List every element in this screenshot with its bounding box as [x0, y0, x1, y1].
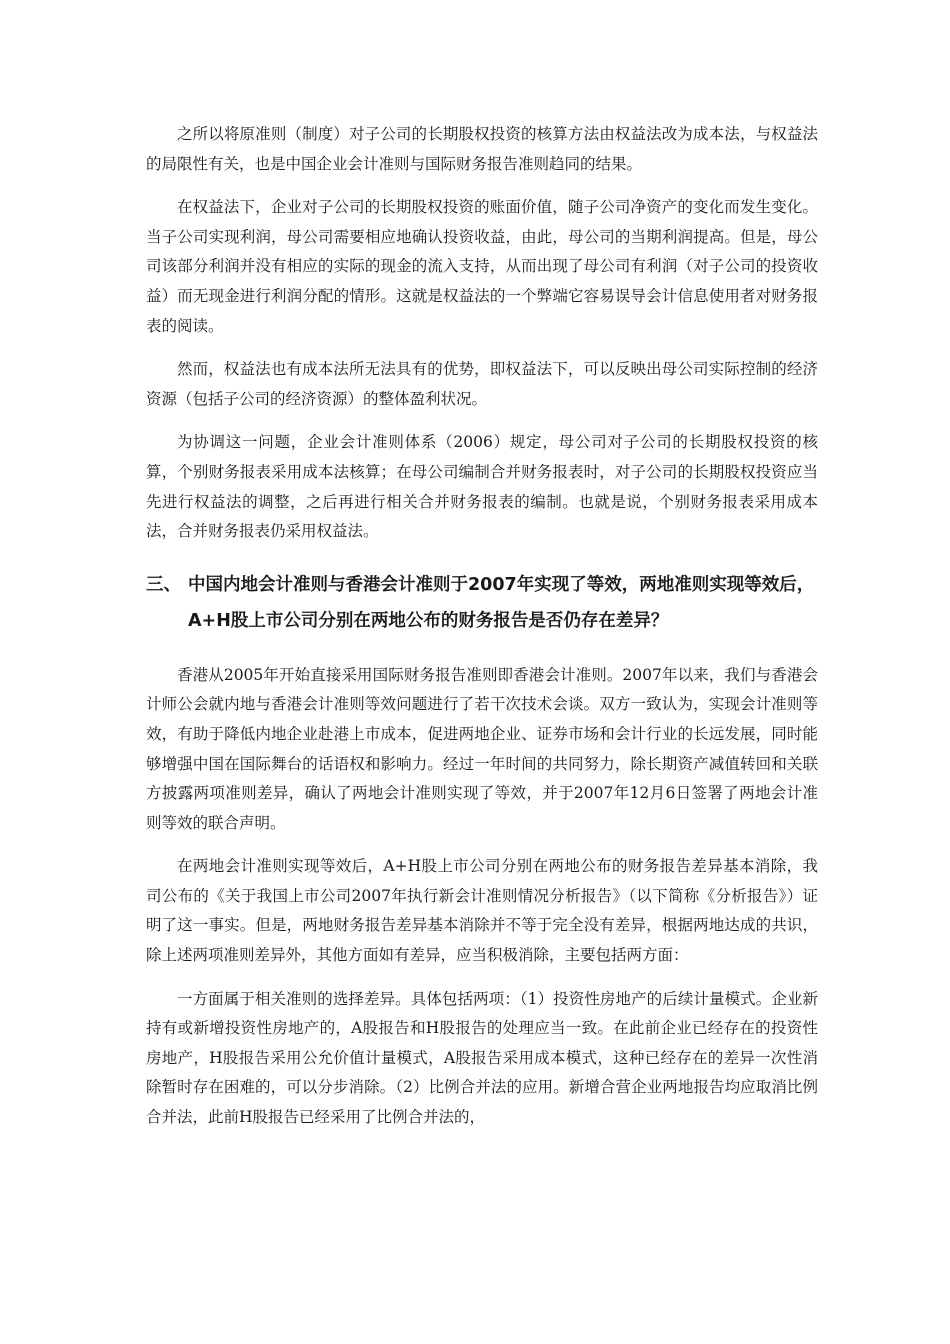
paragraph: 在权益法下，企业对子公司的长期股权投资的账面价值，随子公司净资产的变化而发生变化。当子公司实现利润，母公司需要相应地确认投资收益，由此，母公司的当期利润提高。但是，母公司该部分利润并没有相应的实际的现金的流入支持，从而出现了母公司有利润（对子公司的投资收益）而无现金进行利润分配的情形。这就是权益法的一个弊端它容易误导会计信息使用者对财务报表的阅读。 — [146, 198, 818, 335]
paragraph: 为协调这一问题，企业会计准则体系（2006）规定，母公司对子公司的长期股权投资的核算，个别财务报表采用成本法核算；在母公司编制合并财务报表时，对子公司的长期股权投资应当先进行权益法的调整，之后再进行相关合并财务报表的编制。也就是说，个别财务报表采用成本法，合并财务报表仍采用权益法。 — [146, 433, 818, 541]
document-body — [146, 120, 818, 1147]
paragraph: 一方面属于相关准则的选择差异。具体包括两项：（1）投资性房地产的后续计量模式。企业新持有或新增投资性房地产的，A股报告和H股报告的处理应当一致。在此前企业已经存在的投资性房地产，H股报告采用公允价值计量模式，A股报告采用成本模式，这种已经存在的差异一次性消除暂时存在困难的，可以分步消除。（2）比例合并法的应用。新增合营企业两地报告均应取消比例合并法，此前H股报告已经采用了比例合并法的， — [146, 989, 818, 1127]
section-number: 三、 — [146, 574, 181, 595]
section-heading — [146, 567, 818, 639]
section-title: 中国内地会计准则与香港会计准则于2007年实现了等效，两地准则实现等效后，A+H股上市公司分别在两地公布的财务报告是否仍存在差异？ — [188, 574, 815, 631]
paragraph: 之所以将原准则（制度）对子公司的长期股权投资的核算方法由权益法改为成本法，与权益法的局限性有关，也是中国企业会计准则与国际财务报告准则趋同的结果。 — [146, 125, 818, 173]
paragraph: 香港从2005年开始直接采用国际财务报告准则即香港会计准则。2007年以来，我们与香港会计师公会就内地与香港会计准则等效问题进行了若干次技术会谈。双方一致认为，实现会计准则等效，有助于降低内地企业赴港上市成本，促进两地企业、证券市场和会计行业的长远发展，同时能够增强中国在国际舞台的话语权和影响力。经过一年时间的共同努力，除长期资产减值转回和关联方披露两项准则差异，确认了两地会计准则实现了等效，并于2007年12月6日签署了两地会计准则等效的联合声明。 — [146, 665, 818, 832]
paragraph: 在两地会计准则实现等效后，A+H股上市公司分别在两地公布的财务报告差异基本消除，我司公布的《关于我国上市公司2007年执行新会计准则情况分析报告》（以下简称《分析报告》）证明了这一事实。但是，两地财务报告差异基本消除并不等于完全没有差异，根据两地达成的共识，除上述两项准则差异外，其他方面如有差异，应当积极消除，主要包括两方面： — [146, 857, 818, 965]
paragraph: 然而，权益法也有成本法所无法具有的优势，即权益法下，可以反映出母公司实际控制的经济资源（包括子公司的经济资源）的整体盈利状况。 — [146, 360, 818, 408]
